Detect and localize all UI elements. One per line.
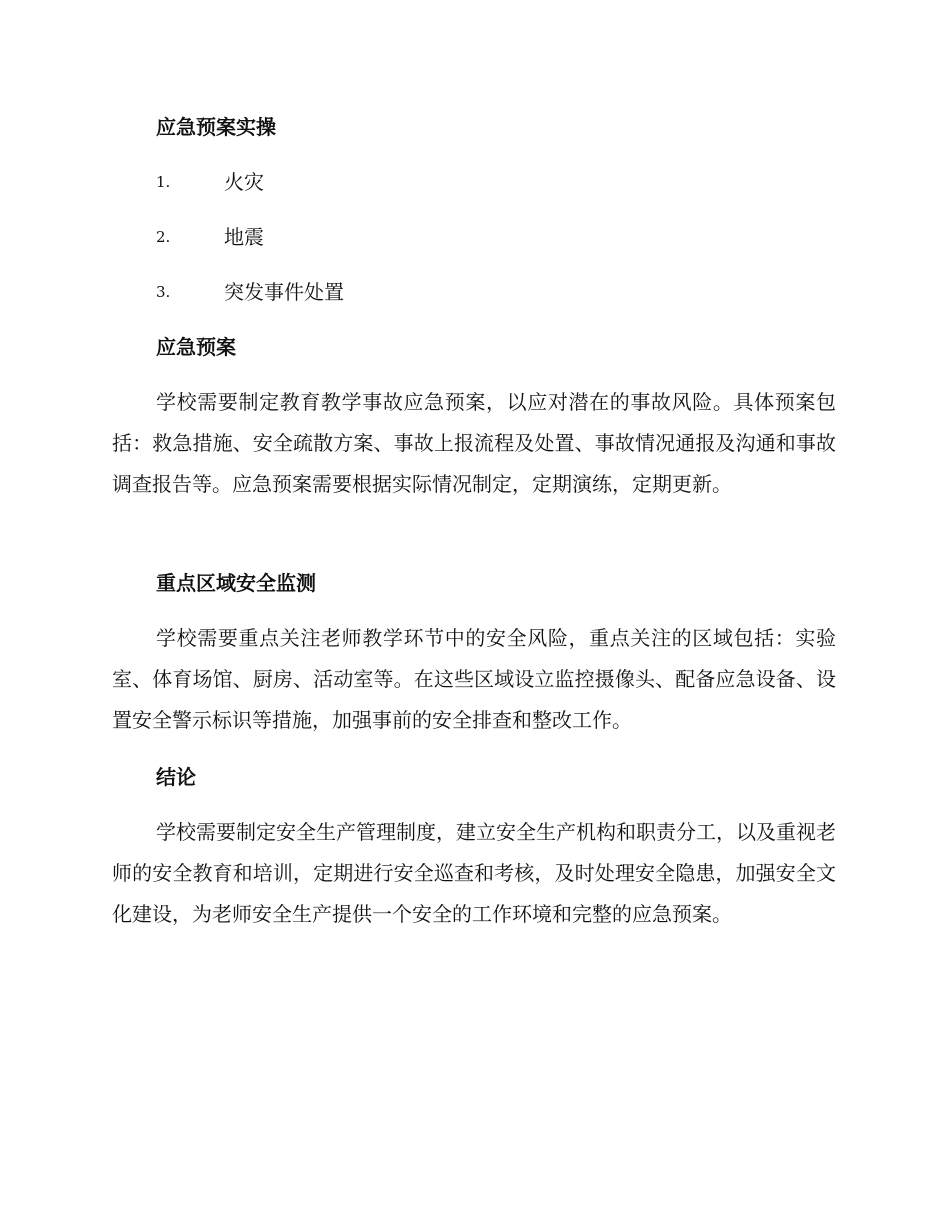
list-text: 火灾 xyxy=(224,170,264,194)
paragraph-key-area-monitoring: 学校需要重点关注老师教学环节中的安全风险，重点关注的区域包括：实验室、体育场馆、厨房、活动室等。在这些区域设立监控摄像头、配备应急设备、设置安全警示标识等措施，加强事前的安全排查和整改工作。 xyxy=(112,626,836,732)
section-heading-emergency-drill: 应急预案实操 xyxy=(156,115,276,139)
paragraph-conclusion: 学校需要制定安全生产管理制度，建立安全生产机构和职责分工，以及重视老师的安全教育和培训，定期进行安全巡查和考核，及时处理安全隐患，加强安全文化建设，为老师安全生产提供一个安全的工作环境和完整的应急预案。 xyxy=(112,820,836,926)
paragraph-emergency-plan: 学校需要制定教育教学事故应急预案，以应对潜在的事故风险。具体预案包括：救急措施、安全疏散方案、事故上报流程及处置、事故情况通报及沟通和事故调查报告等。应急预案需要根据实际情况制定，定期演练，定期更新。 xyxy=(112,390,836,496)
list-number: 2. xyxy=(156,228,171,246)
section-heading-conclusion: 结论 xyxy=(156,765,196,789)
section-heading-emergency-plan: 应急预案 xyxy=(156,335,236,359)
list-text: 突发事件处置 xyxy=(224,280,344,304)
section-heading-key-area-monitoring: 重点区域安全监测 xyxy=(156,571,316,595)
list-text: 地震 xyxy=(224,225,264,249)
list-number: 1. xyxy=(156,173,171,191)
list-number: 3. xyxy=(156,283,171,301)
